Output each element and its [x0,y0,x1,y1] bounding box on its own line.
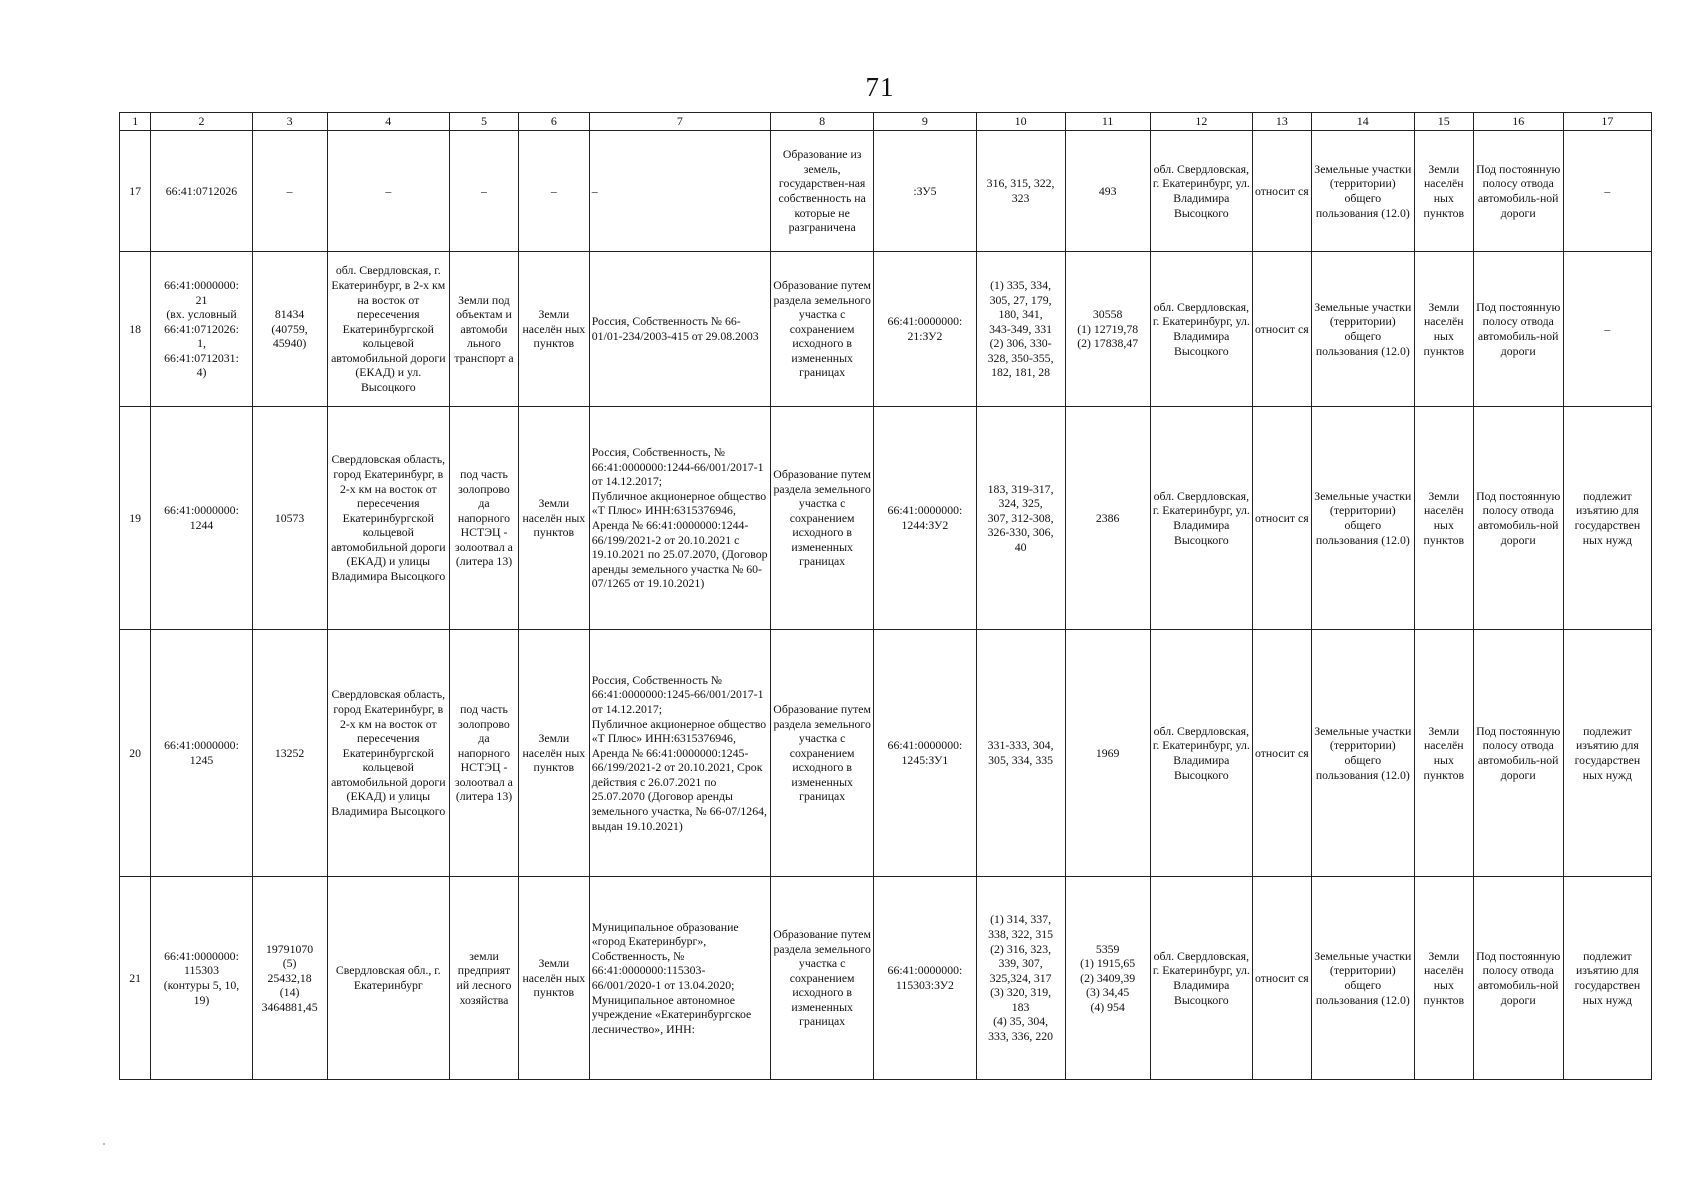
new-area-cell: 1969 [1065,630,1150,877]
table-row [120,252,1652,407]
column-header: 15 [1414,113,1473,131]
use-type-cell: Земельные участки (территории) общего пользования (12.0) [1311,131,1414,252]
purpose-cell: Под постоянную полосу отвода автомобиль-ной дороги [1473,131,1563,252]
new-address-cell: обл. Свердловская, г. Екатеринбург, ул. Владимира Высоцкого [1150,877,1252,1080]
new-address-cell: обл. Свердловская, г. Екатеринбург, ул. Владимира Высоцкого [1150,630,1252,877]
permitted-use-cell: Земли под объектам и автомоби льного транспорт а [450,252,519,407]
scan-speck [103,1143,105,1145]
category-assignment-cell: относит ся [1252,131,1311,252]
rights-cell: Россия, Собственность № 66:41:0000000:1245-66/001/2017-1 от 14.12.2017; Публичное акционерное общество «Т Плюс» ИНН:6315376946, Аренда № 66:41:0000000:1245-66/199/2021-2 от 20.10.2021, Срок действия с 26.07.2021 по 25.07.2070 (Договор аренды земельного участка, № 66-07/1264, выдан 19.10.2021) [589,630,770,877]
column-header: 2 [151,113,252,131]
use-type-cell: Земельные участки (территории) общего пользования (12.0) [1311,877,1414,1080]
land-plots-table [119,112,1652,1080]
area-cell: 81434 (40759, 45940) [252,252,327,407]
category-assignment-cell: относит ся [1252,407,1311,630]
boundary-points-cell: (1) 335, 334, 305, 27, 179, 180, 341, 343-349, 331 (2) 306, 330- 328, 350-355, 182, 181, 28 [976,252,1065,407]
cadastral-number: 66:41:0000000: 115303 (контуры 5, 10, 19) [151,877,252,1080]
address-cell: обл. Свердловская, г. Екатеринбург, в 2-х км на восток от пересечения Екатеринбургской кольцевой автомобильной дороги (ЕКАД) и ул. Высоцкого [327,252,450,407]
column-header: 3 [252,113,327,131]
column-header: 10 [976,113,1065,131]
row-number: 21 [120,877,151,1080]
formation-method-cell: Образование путем раздела земельного участка с сохранением исходного в измененных границах [771,252,874,407]
designation-cell: :ЗУ5 [874,131,976,252]
purpose-cell: Под постоянную полосу отвода автомобиль-ной дороги [1473,630,1563,877]
rights-cell: Россия, Собственность № 66-01/01-234/2003-415 от 29.08.2003 [589,252,770,407]
use-type-cell: Земельные участки (территории) общего пользования (12.0) [1311,630,1414,877]
purpose-cell: Под постоянную полосу отвода автомобиль-ной дороги [1473,877,1563,1080]
note-cell: подлежит изъятию для государствен ных нужд [1563,630,1651,877]
cadastral-number: 66:41:0000000: 21 (вх. условный 66:41:0712026: 1, 66:41:0712031: 4) [151,252,252,407]
rights-cell: Муниципальное образование «город Екатеринбург», Собственность, № 66:41:0000000:115303-66/001/2020-1 от 13.04.2020; Муниципальное автономное учреждение «Екатеринбургское лесничество», ИНН: [589,877,770,1080]
row-number: 18 [120,252,151,407]
land-category-cell: Земли населён ных пунктов [518,407,589,630]
column-header: 6 [518,113,589,131]
land-category-cell: Земли населён ных пунктов [518,877,589,1080]
boundary-points-cell: (1) 314, 337, 338, 322, 315 (2) 316, 323, 339, 307, 325,324, 317 (3) 320, 319, 183 (4) 35, 304, 333, 336, 220 [976,877,1065,1080]
purpose-cell: Под постоянную полосу отвода автомобиль-ной дороги [1473,407,1563,630]
boundary-points-cell: 316, 315, 322, 323 [976,131,1065,252]
permitted-use-cell: земли предприят ий лесного хозяйства [450,877,519,1080]
permitted-use-cell: под часть золопрово да напорного НСТЭЦ - золоотвал а (литера 13) [450,407,519,630]
formation-method-cell: Образование из земель, государствен-ная собственность на которые не разграничена [771,131,874,252]
address-cell: – [327,131,450,252]
note-cell: – [1563,131,1651,252]
table-row [120,131,1652,252]
area-cell: 19791070 (5) 25432,18 (14) 3464881,45 [252,877,327,1080]
column-header: 16 [1473,113,1563,131]
column-header: 13 [1252,113,1311,131]
table-row [120,877,1652,1080]
new-area-cell: 493 [1065,131,1150,252]
category-assignment-cell: относит ся [1252,252,1311,407]
boundary-points-cell: 331-333, 304, 305, 334, 335 [976,630,1065,877]
permitted-use-cell: под часть золопрово да напорного НСТЭЦ - золоотвал а (литера 13) [450,630,519,877]
designation-cell: 66:41:0000000: 21:ЗУ2 [874,252,976,407]
area-cell: 13252 [252,630,327,877]
column-header: 1 [120,113,151,131]
note-cell: подлежит изъятию для государствен ных нужд [1563,877,1651,1080]
table-header-row [120,113,1652,131]
designation-cell: 66:41:0000000: 1244:ЗУ2 [874,407,976,630]
land-category-cell: – [518,131,589,252]
land-category-cell: Земли населён ных пунктов [518,630,589,877]
new-category-cell: Земли населён ных пунктов [1414,252,1473,407]
note-cell: – [1563,252,1651,407]
cadastral-number: 66:41:0712026 [151,131,252,252]
designation-cell: 66:41:0000000: 1245:ЗУ1 [874,630,976,877]
purpose-cell: Под постоянную полосу отвода автомобиль-ной дороги [1473,252,1563,407]
new-area-cell: 2386 [1065,407,1150,630]
new-address-cell: обл. Свердловская, г. Екатеринбург, ул. Владимира Высоцкого [1150,131,1252,252]
area-cell: 10573 [252,407,327,630]
cadastral-number: 66:41:0000000: 1245 [151,630,252,877]
note-cell: подлежит изъятию для государствен ных нужд [1563,407,1651,630]
use-type-cell: Земельные участки (территории) общего пользования (12.0) [1311,252,1414,407]
column-header: 5 [450,113,519,131]
row-number: 17 [120,131,151,252]
permitted-use-cell: – [450,131,519,252]
new-category-cell: Земли населён ных пунктов [1414,131,1473,252]
land-category-cell: Земли населён ных пунктов [518,252,589,407]
cadastral-number: 66:41:0000000: 1244 [151,407,252,630]
row-number: 19 [120,407,151,630]
column-header: 4 [327,113,450,131]
new-address-cell: обл. Свердловская, г. Екатеринбург, ул. Владимира Высоцкого [1150,252,1252,407]
column-header: 8 [771,113,874,131]
new-category-cell: Земли населён ных пунктов [1414,407,1473,630]
rights-cell: Россия, Собственность, № 66:41:0000000:1244-66/001/2017-1 от 14.12.2017; Публичное акционерное общество «Т Плюс» ИНН:6315376946, Аренда № 66:41:0000000:1244-66/199/2021-2 от 20.10.2021 с 19.10.2021 по 25.07.2070, (Договор аренды земельного участка № 60-07/1265 от 19.10.2021) [589,407,770,630]
row-number: 20 [120,630,151,877]
column-header: 7 [589,113,770,131]
boundary-points-cell: 183, 319-317, 324, 325, 307, 312-308, 326-330, 306, 40 [976,407,1065,630]
area-cell: – [252,131,327,252]
category-assignment-cell: относит ся [1252,630,1311,877]
designation-cell: 66:41:0000000: 115303:ЗУ2 [874,877,976,1080]
column-header: 11 [1065,113,1150,131]
formation-method-cell: Образование путем раздела земельного участка с сохранением исходного в измененных границах [771,407,874,630]
rights-cell: – [589,131,770,252]
new-area-cell: 5359 (1) 1915,65 (2) 3409,39 (3) 34,45 (4) 954 [1065,877,1150,1080]
category-assignment-cell: относит ся [1252,877,1311,1080]
table-row [120,630,1652,877]
formation-method-cell: Образование путем раздела земельного участка с сохранением исходного в измененных границах [771,877,874,1080]
column-header: 9 [874,113,976,131]
address-cell: Свердловская обл., г. Екатеринбург [327,877,450,1080]
new-address-cell: обл. Свердловская, г. Екатеринбург, ул. Владимира Высоцкого [1150,407,1252,630]
page-number: 71 [865,72,895,102]
column-header: 14 [1311,113,1414,131]
use-type-cell: Земельные участки (территории) общего пользования (12.0) [1311,407,1414,630]
address-cell: Свердловская область, город Екатеринбург, в 2-х км на восток от пересечения Екатеринбургской кольцевой автомобильной дороги (ЕКАД) и улицы Владимира Высоцкого [327,407,450,630]
column-header: 17 [1563,113,1651,131]
column-header: 12 [1150,113,1252,131]
formation-method-cell: Образование путем раздела земельного участка с сохранением исходного в измененных границах [771,630,874,877]
address-cell: Свердловская область, город Екатеринбург, в 2-х км на восток от пересечения Екатеринбургской кольцевой автомобильной дороги (ЕКАД) и улицы Владимира Высоцкого [327,630,450,877]
new-category-cell: Земли населён ных пунктов [1414,630,1473,877]
new-category-cell: Земли населён ных пунктов [1414,877,1473,1080]
table-row [120,407,1652,630]
new-area-cell: 30558 (1) 12719,78 (2) 17838,47 [1065,252,1150,407]
